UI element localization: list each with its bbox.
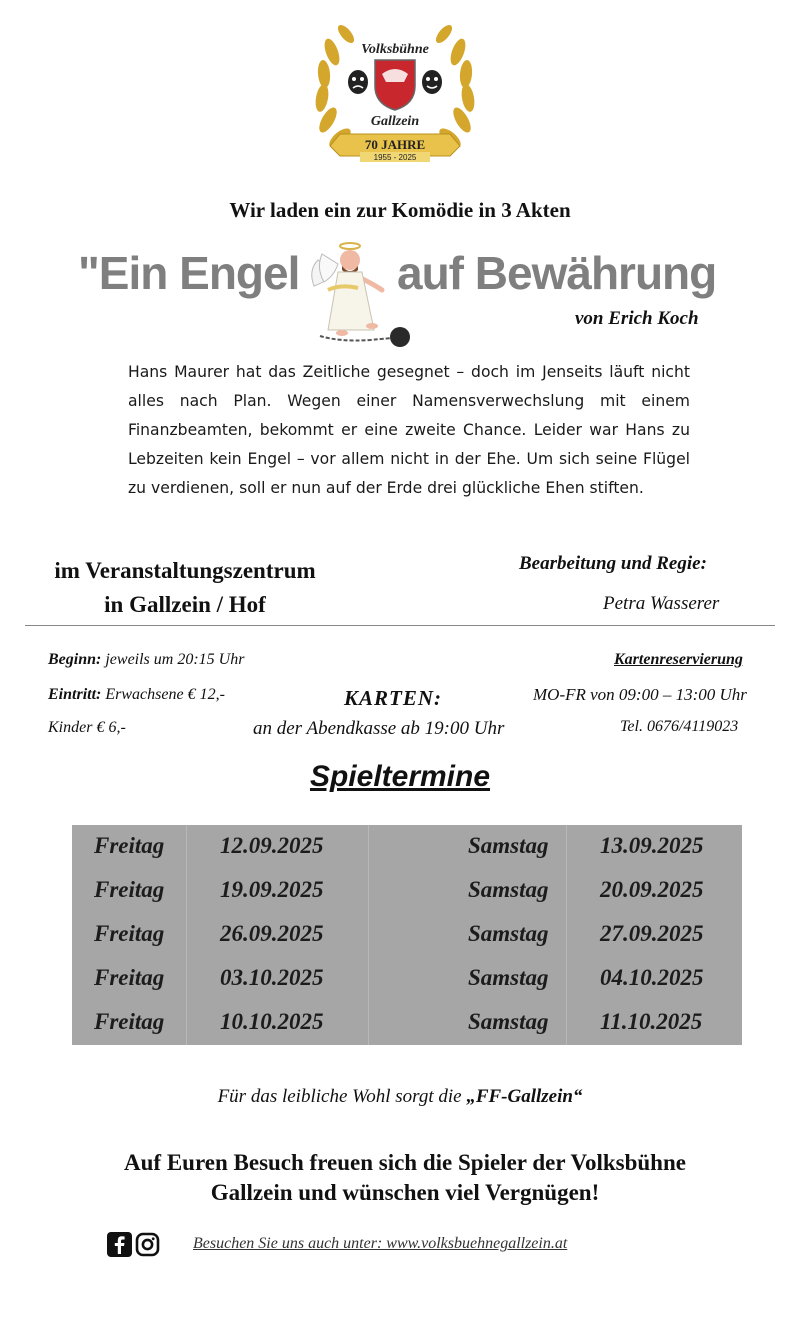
synopsis-text: Hans Maurer hat das Zeitliche gesegnet – doch im Jenseits läuft nicht alles nach Plan. Wegen einer Namensverwechslung mit einem Finanzbeamten, bekommt er eine zweite Chance. Leider war Hans zu Lebzeiten kein Engel – vor allem nicht in der Ehe. Um sich seine Flügel zu verdienen, soll er nun auf der Erde drei glückliche Ehen stiften. (128, 363, 690, 497)
greeting-line-2: Gallzein und wünschen viel Vergnügen! (210, 1180, 600, 1205)
date-cell: 13.09.2025 (600, 833, 704, 858)
play-title-left: "Ein Engel (78, 247, 300, 299)
venue-line-1: im Veranstaltungszentrum (54, 558, 316, 583)
table-row (72, 957, 742, 1001)
day-cell: Samstag (468, 965, 549, 990)
schedule-title: Spieltermine (309, 760, 491, 793)
date-cell: 10.10.2025 (220, 1009, 324, 1034)
table-row (72, 913, 742, 957)
regie-label: Bearbeitung und Regie: (519, 553, 707, 574)
invitation-line: Wir laden ein zur Komödie in 3 Akten (229, 198, 571, 222)
beginn-line (48, 651, 244, 669)
date-cell: 12.09.2025 (220, 833, 324, 858)
date-cell: 26.09.2025 (220, 921, 324, 946)
table-row (72, 1001, 742, 1045)
social-icons (107, 1232, 160, 1260)
logo-years: 1955 - 2025 (373, 153, 417, 162)
eintritt-label: Eintritt: (48, 686, 102, 703)
beginn-label: Beginn: (48, 651, 102, 668)
venue-line-2: in Gallzein / Hof (104, 592, 266, 617)
website-link[interactable]: Besuchen Sie uns auch unter: www.volksbuehnegallzein.at (193, 1235, 568, 1252)
day-cell: Freitag (94, 833, 165, 858)
divider-line (25, 625, 775, 626)
day-cell: Freitag (94, 877, 165, 902)
volksbuehne-logo (300, 12, 490, 182)
reservation-hours: MO-FR von 09:00 – 13:00 Uhr (533, 685, 747, 704)
play-title-right: auf Bewährung (397, 247, 717, 299)
date-cell: 19.09.2025 (220, 877, 324, 902)
date-cell: 04.10.2025 (600, 965, 704, 990)
catering-org: „FF-Gallzein“ (466, 1086, 583, 1107)
catering-note (0, 1086, 800, 1108)
eintritt-line (48, 686, 225, 704)
facebook-icon[interactable] (107, 1232, 132, 1257)
regie-name: Petra Wasserer (603, 593, 720, 614)
day-cell: Freitag (94, 921, 165, 946)
karten-heading: KARTEN: (344, 686, 443, 710)
logo-text-top: Volksbühne (361, 42, 429, 57)
greeting-line-1: Auf Euren Besuch freuen sich die Spieler der Volksbühne (124, 1150, 686, 1175)
venue-block (30, 554, 340, 622)
kinder-price: Kinder € 6,- (48, 719, 126, 736)
date-cell: 27.09.2025 (600, 921, 704, 946)
date-cell: 20.09.2025 (600, 877, 704, 902)
catering-prefix: Für das leibliche Wohl sorgt die (217, 1086, 467, 1107)
day-cell: Freitag (94, 1009, 165, 1034)
schedule-table (72, 825, 742, 1045)
day-cell: Samstag (468, 877, 549, 902)
instagram-icon[interactable] (135, 1232, 160, 1257)
day-cell: Samstag (468, 921, 549, 946)
reservation-phone: Tel. 0676/4119023 (620, 718, 739, 735)
eintritt-value: Erwachsene € 12,- (101, 686, 225, 703)
beginn-value: jeweils um 20:15 Uhr (101, 651, 245, 668)
author-credit: von Erich Koch (575, 308, 699, 329)
logo-ribbon-text: 70 JAHRE (364, 137, 426, 152)
closing-greeting (0, 1148, 800, 1208)
karten-text: an der Abendkasse ab 19:00 Uhr (253, 718, 505, 739)
day-cell: Samstag (468, 833, 549, 858)
day-cell: Samstag (468, 1009, 549, 1034)
reservation-heading: Kartenreservierung (614, 651, 743, 668)
date-cell: 03.10.2025 (220, 965, 324, 990)
logo-text-mid: Gallzein (370, 114, 420, 129)
table-row (72, 825, 742, 869)
date-cell: 11.10.2025 (600, 1009, 703, 1034)
table-row (72, 869, 742, 913)
day-cell: Freitag (94, 965, 165, 990)
